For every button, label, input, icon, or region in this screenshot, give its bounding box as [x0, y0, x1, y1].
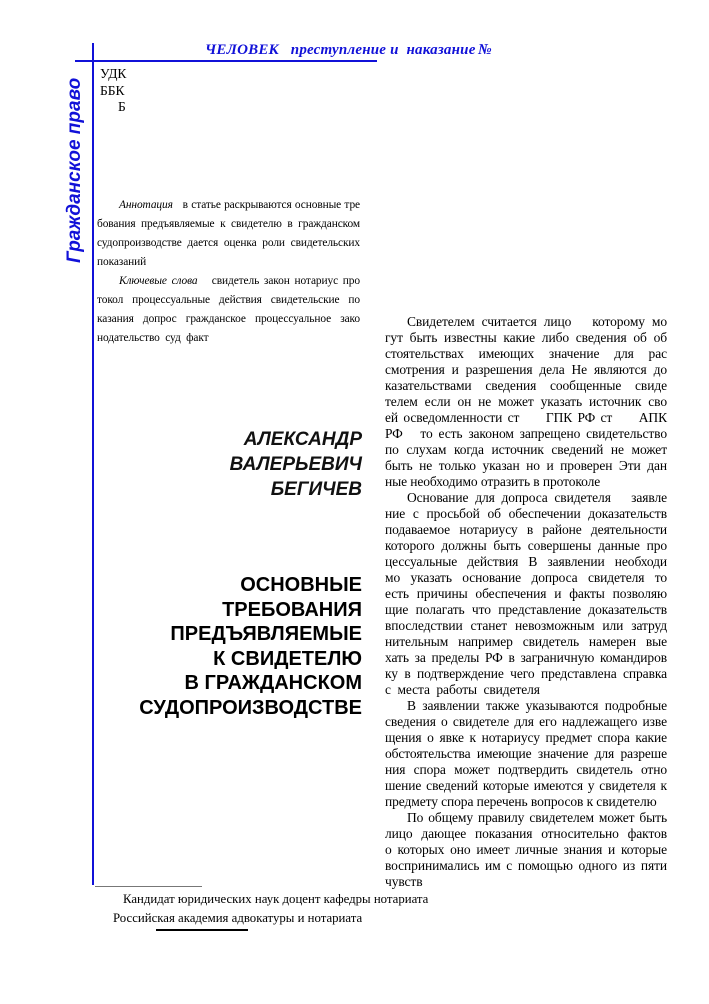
classification-block [100, 66, 126, 116]
abstract-lead-word: Аннотация [119, 199, 173, 211]
body-text-line: быть не только указан но и проверен Эти дан [385, 458, 667, 473]
body-text-line: ние с просьбой об обеспечении доказательств [385, 506, 667, 521]
article-title-line: К СВИДЕТЕЛЮ [213, 647, 362, 670]
udk-label: УДК [100, 66, 127, 81]
body-text-line: ния спора может подтвердить свидетель отно [385, 762, 667, 777]
journal-header-title: ЧЕЛОВЕК преступление и наказание [205, 42, 476, 58]
article-title-line: В ГРАЖДАНСКОМ [184, 672, 362, 694]
body-text-line: Свидетелем считается лицо которому мо [407, 314, 667, 329]
body-text-line: смотрения и разрешения дела Не являются до [385, 362, 667, 377]
text-line: бования предъявляемые к свидетелю в гражданском [97, 218, 360, 230]
body-column [385, 314, 667, 890]
body-text-line: хать за пределы РФ в заграничную командиров [385, 650, 667, 665]
header-underline-rule [75, 60, 377, 62]
bbk-label: ББК [100, 82, 125, 98]
author-first-name: АЛЕКСАНДР [243, 429, 362, 450]
abstract-first-line [97, 196, 360, 215]
keywords-lead-words: Ключевые слова [119, 275, 198, 287]
end-of-article-rule [156, 929, 248, 931]
body-text-line: щения о явке к нотариусу предмет спора какие [385, 730, 667, 745]
text-line: показаний [97, 256, 147, 268]
body-text-line: нительным например свидетель намерен вые [385, 634, 667, 649]
body-text-line: ей осведомленности ст ГПК РФ ст АПК [385, 410, 667, 425]
body-text-line: мо указать основание допроса свидетеля то [385, 570, 667, 585]
body-text-line: воспринимались им с помощью одного из пяти [385, 858, 667, 873]
author-patronymic: ВАЛЕРЬЕВИЧ [229, 454, 362, 475]
article-title-line: ПРЕДЪЯВЛЯЕМЫЕ [170, 623, 362, 645]
body-text-line: чувств [385, 874, 423, 889]
keywords-first-line-rest: свидетель закон нотариус про [197, 275, 360, 287]
article-title-line: СУДОПРОИЗВОДСТВЕ [139, 696, 362, 719]
body-text-line: по слухам когда источник сведений не может [385, 442, 667, 457]
keywords-lines [97, 291, 360, 348]
abstract-first-line-rest: в статье раскрываются основные тре [172, 199, 360, 211]
body-text-line: обстоятельства имеющие значение для разреше [385, 746, 667, 761]
text-line: токол процессуальные действия свидетельские по [97, 294, 360, 306]
body-text-line: подаваемое нотариусу в районе деятельности [385, 522, 667, 537]
body-text-line: есть причины обеспечения и факты позволяю [385, 586, 667, 601]
author-last-name: БЕГИЧЕВ [270, 479, 362, 500]
body-text-line: щие полагать что представление доказательств [385, 602, 667, 617]
section-vertical-label: Гражданское право [64, 77, 85, 263]
body-text-line: шение сведений которые имеются у свидетеля к [385, 778, 667, 793]
text-line: судопроизводстве дается оценка роли свидетельских [97, 237, 360, 249]
abstract-keywords-block [97, 196, 360, 348]
body-text-line: ку в подтверждение чего представлена справка [385, 666, 667, 681]
body-text-line: ные необходимо отразить в протоколе [385, 474, 601, 489]
b-index-label: Б [118, 99, 126, 114]
article-title-block [97, 573, 362, 720]
body-text-line: с места работы свидетеля [385, 682, 540, 697]
body-text-line: впоследствии станет невозможным или затруд [385, 618, 667, 633]
footnote-separator-rule [95, 886, 202, 887]
body-text-line: лицо дающее показания относительно фактов [385, 826, 667, 841]
author-name-block [97, 427, 362, 502]
abstract-lines [97, 215, 360, 272]
body-text-line: цессуальные действия В заявлении необходи [385, 554, 667, 569]
text-line: казания допрос гражданское процессуальное зако [97, 313, 360, 325]
footnote-block [95, 890, 435, 927]
article-title-line: ОСНОВНЫЕ ТРЕБОВАНИЯ [222, 574, 362, 621]
body-text-line: По общему правилу свидетелем может быть [407, 810, 667, 825]
body-text-line: телем если он не может указать источник сво [385, 394, 667, 409]
left-vertical-rule [92, 43, 94, 885]
body-text-line: о которых оно имеет личные знания и которые [385, 842, 667, 857]
body-text-line: РФ то есть законом запрещено свидетельство [385, 426, 667, 441]
body-text-line: предмету спора перечень вопросов к свидетелю [385, 794, 657, 809]
footnote-affiliation-line: Российская академия адвокатуры и нотариата [113, 910, 363, 925]
body-text-line: гут быть известны какие либо сведения об об [385, 330, 667, 345]
body-text-line: стоятельствах имеющих значение для рас [385, 346, 667, 361]
text-line: нодательство суд факт [97, 332, 209, 344]
body-text-line: В заявлении также указываются подробные [407, 698, 667, 713]
issue-number-label: № [478, 42, 492, 58]
footnote-credentials-line: Кандидат юридических наук доцент кафедры нотариата [123, 892, 429, 906]
body-text-line: которого должны быть совершены данные про [385, 538, 667, 553]
body-text-line: сведения о свидетеле для его надлежащего изве [385, 714, 667, 729]
body-text-line: казательствами сведения сообщенные свиде [385, 378, 667, 393]
keywords-first-line [97, 272, 360, 291]
body-text-line: Основание для допроса свидетеля заявле [407, 490, 667, 505]
